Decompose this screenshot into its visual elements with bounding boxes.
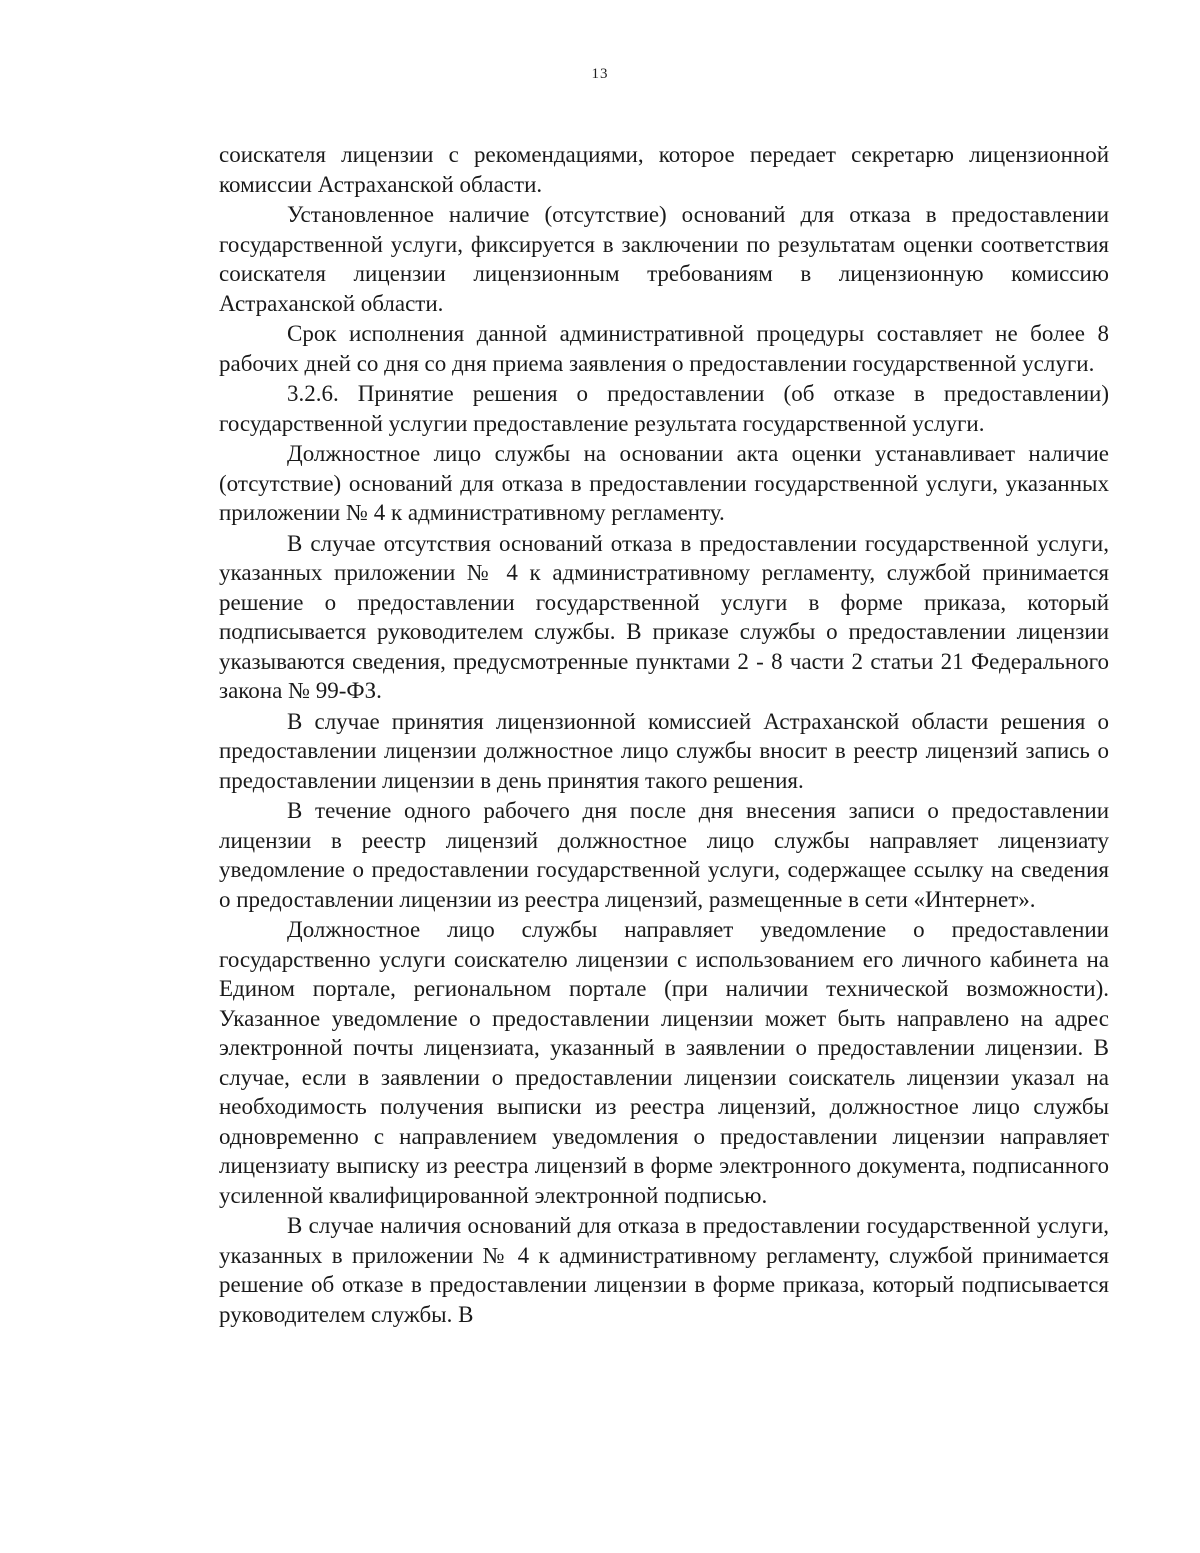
paragraph-grounds-recorded: Установленное наличие (отсутствие) оснований для отказа в предоставлении государственной услуги, фиксируется в заключении по результатам оценки соответствия соискателя лицензии лицензионным требованиям в лицензионную комиссию Астраханской области. (219, 202, 1109, 316)
paragraph-section-3-2-6: 3.2.6. Принятие решения о предоставлении (об отказе в предоставлении) государственной услугии предоставление результата государственной услуги. (219, 381, 1109, 436)
paragraph-no-refusal-grounds: В случае отсутствия оснований отказа в предоставлении государственной услуги, указанных приложении № 4 к административному регламенту, службой принимается решение о предоставлении государственной услуги в форме приказа, который подписывается руководителем службы. В приказе службы о предоставлении лицензии указываются сведения, предусмотренные пунктами 2 - 8 части 2 статьи 21 Федерального закона № 99-ФЗ. (219, 530, 1109, 703)
paragraph-continuation: соискателя лицензии с рекомендациями, которое передает секретарю лицензионной комиссии Астраханской области. (219, 142, 1109, 197)
paragraph-procedure-term: Срок исполнения данной административной процедуры составляет не более 8 рабочих дней со дня со дня приема заявления о предоставлении государственной услуги. (219, 321, 1109, 376)
paragraph-commission-decision: В случае принятия лицензионной комиссией Астраханской области решения о предоставлении лицензии должностное лицо службы вносит в реестр лицензий запись о предоставлении лицензии в день принятия такого решения. (219, 708, 1109, 793)
page-number: 13 (591, 66, 609, 82)
paragraph-official-assessment: Должностное лицо службы на основании акта оценки устанавливает наличие (отсутствие) оснований для отказа в предоставлении государственной услуги, указанных приложении № 4 к административному регламенту. (219, 441, 1109, 525)
paragraph-notification-term: В течение одного рабочего дня после дня внесения записи о предоставлении лицензии в реестр лицензий должностное лицо службы направляет лицензиату уведомление о предоставлении государственной услуги, содержащее ссылку на сведения о предоставлении лицензии из реестра лицензий, размещенные в сети «Интернет». (219, 798, 1109, 912)
paragraph-refusal-case: В случае наличия оснований для отказа в предоставлении государственной услуги, указанных в приложении № 4 к административному регламенту, службой принимается решение об отказе в предоставлении лицензии в форме приказа, который подписывается руководителем службы. В (219, 1213, 1109, 1327)
paragraph-notification-delivery: Должностное лицо службы направляет уведомление о предоставлении государственно услуги соискателю лицензии с использованием его личного кабинета на Едином портале, региональном портале (при наличии технической возможности). Указанное уведомление о предоставлении лицензии может быть направлено на адрес электронной почты лицензиата, указанный в заявлении о предоставлении лицензии. В случае, если в заявлении о предоставлении лицензии соискатель лицензии указал на необходимость получения выписки из реестра лицензий, должностное лицо службы одновременно с направлением уведомления о предоставлении лицензии направляет лицензиату выписку из реестра лицензий в форме электронного документа, подписанного усиленной квалифицированной электронной подписью. (219, 917, 1109, 1208)
document-body (219, 140, 1109, 1330)
